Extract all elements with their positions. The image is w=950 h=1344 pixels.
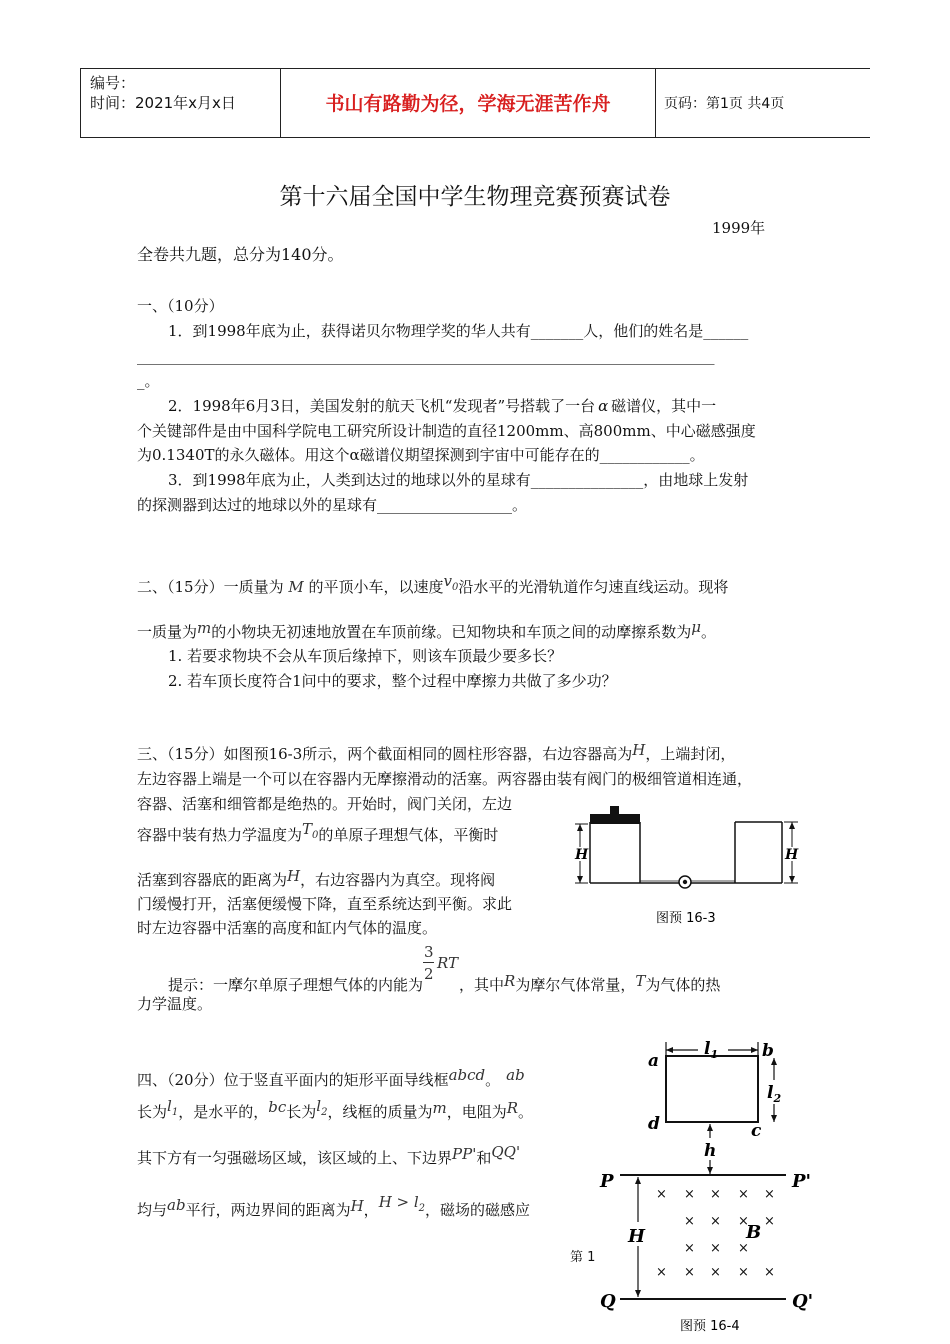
figure-16-3 [570,800,810,930]
q3-text-b: ，上端封闭， [645,745,736,763]
q3-hint-line [168,943,721,995]
alpha-symbol-icon: α [598,397,609,415]
q4-text-n: ，磁场的磁感应 [425,1201,531,1219]
field-cross-icon: × [710,1187,721,1202]
fig4-l1: $l_1$ [704,1039,719,1061]
q2-text-f: 。 [701,623,717,641]
q4-text-i: 其下方有一匀强磁场区域，该区域的上、下边界 [137,1149,453,1167]
q3-text-e: 活塞到容器底的距离为 [137,871,288,889]
q3-line4 [137,820,499,852]
var-mu: μ [691,618,702,636]
q4-text-b: 。 [485,1071,501,1089]
var-m: m [197,619,212,637]
fig4-label-H: H [628,1226,646,1247]
q2-text-d: 一质量为 [137,623,198,641]
fig4-label-B: B [746,1222,762,1243]
q2-text-a: 二、（15分）一质量为 [137,578,284,596]
q1-item2-line3: 为0.1340T的永久磁体。用这个α磁谱仪期望探测到宇宙中可能存在的____________。 [137,446,705,464]
q3-text-d: 的单原子理想气体，平衡时 [318,826,499,844]
fig4-label-P2: P' [792,1171,812,1192]
q3-line5 [137,867,496,890]
q3-hint-c: 为摩尔气体常量， [515,976,636,994]
q1-item2-text-b: 磁谱仪，其中一 [611,397,717,415]
fig4-caption: 图预 16-4 [680,1319,740,1334]
header-meta [90,73,236,113]
q4-text-j: 和 [476,1149,492,1167]
fig4-label-P: P [600,1171,614,1192]
q4-text-a: 四、（20分）位于竖直平面内的矩形平面导线框 [137,1071,449,1089]
var-bc: bc [268,1098,287,1116]
q1-heading: 一、（10分） [137,297,224,315]
q3-line1 [137,741,736,764]
q4-text-g: ，电阻为 [446,1103,507,1121]
q1-item1-line1: 1．到1998年底为止，获得诺贝尔物理学奖的华人共有_______人，他们的姓名是______ [168,322,749,340]
field-cross-icon: × [738,1265,749,1280]
var-m-2: m [432,1099,447,1117]
fig4-label-Q2: Q' [792,1291,814,1312]
fig3-caption: 图预 16-3 [656,911,716,926]
footer-page-number: 第 1 [570,1250,596,1265]
field-cross-icon: × [684,1214,695,1229]
var-M: M [288,578,304,596]
q3-hint-d: 为气体的热 [645,976,721,994]
q3-hint-b: ，其中 [459,976,505,994]
field-cross-icon: × [738,1214,749,1229]
q2-sub1: 1. 若要求物块不会从车顶后缘掉下，则该车顶最少要多长？ [168,647,563,665]
q1-item2-text-a: 2．1998年6月3日，美国发射的航天飞机“发现者”号搭载了一台 [168,397,596,415]
q2-line2 [137,618,717,642]
var-H-2: H [287,867,301,885]
q4-line1 [137,1066,525,1090]
q2-text-e: 的小物块无初速地放置在车顶前缘。已知物块和车顶之间的动摩擦系数为 [211,623,692,641]
field-cross-icon: × [738,1241,749,1256]
fig4-label-c: c [751,1121,762,1141]
q4-text-m: ， [363,1201,379,1219]
q2-sub2: 2. 若车顶长度符合1问中的要求，整个过程中摩擦力共做了多少功？ [168,672,617,690]
fig4-label-b: b [762,1041,774,1061]
header-table [80,68,870,138]
frac-den: 2 [424,965,434,983]
header-page-info: 页码：第1页 共4页 [664,96,785,112]
frac-num: 3 [424,943,434,961]
exam-intro: 全卷共九题，总分为140分。 [137,245,344,264]
var-abcd: abcd [448,1066,486,1084]
q4-line4 [137,1193,531,1227]
var-H-gt-l2: $H > l_2$ [378,1193,426,1214]
q2-text-b: 的平顶小车，以速度 [308,578,444,596]
var-v0: $v_0$ [443,572,459,593]
var-QQ: QQ' [491,1143,521,1161]
q2-line1 [137,572,729,604]
q3-text-a: 三、（15分）如图预16-3所示，两个截面相同的圆柱形容器，右边容器高为 [137,745,633,763]
q4-line3 [137,1143,521,1168]
q1-item1-line3: _。 [137,372,160,390]
q3-line7: 时左边容器中活塞的高度和缸内气体的温度。 [137,919,438,937]
var-R-2: R [506,1099,518,1117]
fig3-H-left: H [575,847,589,863]
q1-item2-line1 [168,396,716,416]
fig4-l2: $l_2$ [767,1083,782,1105]
serial-label: 编号： [90,74,136,92]
field-cross-icon: × [764,1214,775,1229]
q4-text-c: 长为 [137,1103,168,1121]
q3-text-c: 容器中装有热力学温度为 [137,826,303,844]
q1-item2-line2: 个关键部件是由中国科学院电工研究所设计制造的直径1200mm、高800mm、中心磁感强度 [137,422,756,440]
exam-year: 1999年 [712,219,766,237]
var-ab: ab [506,1066,525,1084]
wire-frame [666,1056,758,1122]
field-cross-icon: × [684,1241,695,1256]
var-l2: $l_2$ [316,1097,328,1118]
field-cross-icon: × [710,1265,721,1280]
fig4-label-a: a [648,1051,660,1071]
field-cross-icon: × [710,1214,721,1229]
var-R: R [504,972,516,990]
var-H-3: H [350,1197,364,1215]
q3-line3: 容器、活塞和细管都是绝热的。开始时，阀门关闭，左边 [137,795,513,813]
fig3-H-right: H [785,847,799,863]
q1-item1-line2: _____________________________________________________________________________ [137,347,715,365]
q4-text-k: 均与 [137,1201,168,1219]
q3-text-f: ，右边容器内为真空。现将阀 [300,871,496,889]
var-PP: PP' [452,1145,477,1163]
header-border-left [80,69,81,137]
var-H: H [632,741,646,759]
q4-text-e: 长为 [286,1103,317,1121]
q4-text-f: ，线框的质量为 [327,1103,433,1121]
q4-text-l: 平行，两边界间的距离为 [185,1201,351,1219]
field-cross-icon: × [764,1187,775,1202]
field-cross-icon: × [684,1187,695,1202]
q4-line2 [137,1097,534,1129]
field-cross-icon: × [710,1241,721,1256]
exam-title: 第十六届全国中学生物理竞赛预赛试卷 [279,184,671,210]
field-cross-icon: × [738,1187,749,1202]
q3-hint-a: 提示：一摩尔单原子理想气体的内能为 [168,976,424,994]
piston [590,814,640,824]
q3-line6: 门缓慢打开，活塞便缓慢下降，直至系统达到平衡。求此 [137,895,513,913]
q3-hint-line2: 力学温度。 [137,995,213,1013]
fig4-label-h: h [704,1141,717,1161]
var-ab-2: ab [167,1196,186,1214]
field-cross-icon: × [656,1187,667,1202]
var-l1: $l_1$ [167,1097,179,1118]
energy-formula [423,943,459,990]
figure-16-4 [598,1032,838,1337]
fig4-label-d: d [648,1114,660,1134]
var-T0: $T_0$ [302,820,319,841]
field-cross-icon: × [656,1265,667,1280]
q4-text-h: 。 [518,1103,534,1121]
field-cross-icon: × [764,1265,775,1280]
var-RT: RT [437,954,459,972]
header-motto: 书山有路勤为径，学海无涯苦作舟 [325,93,611,115]
q4-text-d: ，是水平的， [178,1103,269,1121]
q2-text-c: 沿水平的光滑轨道作匀速直线运动。现将 [458,578,729,596]
fig4-label-Q: Q [600,1291,616,1312]
field-cross-icon: × [684,1265,695,1280]
q1-item3-line1: 3．到1998年底为止，人类到达过的地球以外的星球有_______________，由地球上发射 [168,471,749,489]
q1-item3-line2: 的探测器到达过的地球以外的星球有__________________。 [137,496,528,514]
q3-line2: 左边容器上端是一个可以在容器内无摩擦滑动的活塞。两容器由装有阀门的极细管道相连通， [137,770,753,788]
time-label: 时间：2021年x月x日 [90,94,236,112]
var-T: T [635,972,646,990]
